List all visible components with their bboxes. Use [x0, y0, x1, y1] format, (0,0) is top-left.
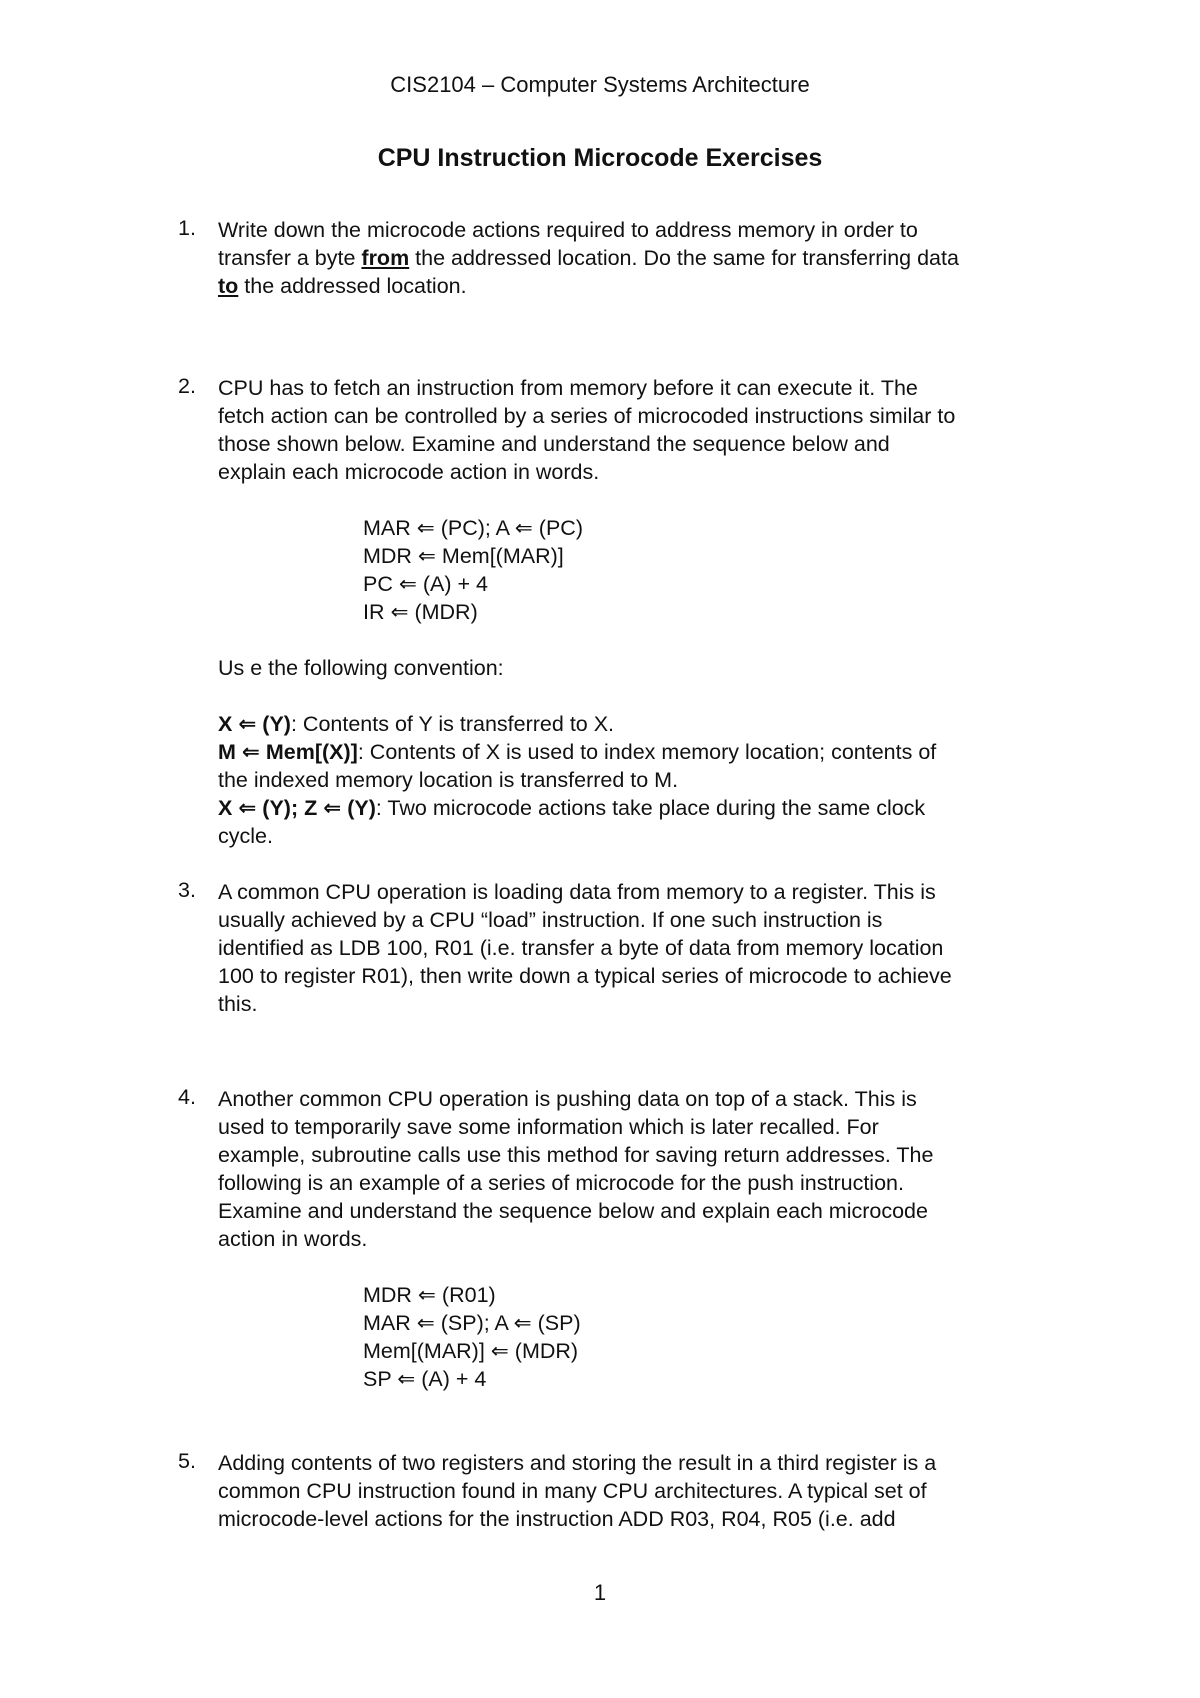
text-line: cycle. — [218, 824, 273, 848]
question-number: 5. — [178, 1449, 196, 1473]
convention-notation: M ⇐ Mem[(X)] — [218, 740, 358, 764]
text-line: used to temporarily save some information which is later recalled. For — [218, 1115, 879, 1139]
page-title: CPU Instruction Microcode Exercises — [377, 144, 823, 172]
text-run: the addressed location. — [238, 274, 467, 298]
convention-text: : Contents of Y is transferred to X. — [290, 712, 615, 736]
convention-intro: Us e the following convention: — [218, 656, 504, 680]
question-body — [218, 374, 1078, 850]
convention-item — [218, 710, 1078, 738]
text-run: the addressed location. Do the same for transferring data — [409, 246, 959, 270]
microcode-line: MDR ⇐ Mem[(MAR)] — [363, 544, 564, 568]
convention-text: : Contents of X is used to index memory location; contents of — [357, 740, 937, 764]
text-line: the indexed memory location is transferred to M. — [218, 768, 679, 792]
page-number: 1 — [593, 1580, 607, 1605]
text-line: CPU has to fetch an instruction from memory before it can execute it. The — [218, 376, 918, 400]
text-line: fetch action can be controlled by a series of microcoded instructions similar to — [218, 404, 956, 428]
convention-notation: X ⇐ (Y) — [218, 712, 291, 736]
emphasis-to: to — [218, 274, 239, 298]
convention-item — [218, 794, 1078, 822]
convention-text: : Two microcode actions take place during the same clock — [375, 796, 926, 820]
question-number: 1. — [178, 216, 196, 240]
text-line: identified as LDB 100, R01 (i.e. transfer a byte of data from memory location — [218, 936, 944, 960]
question-body — [218, 878, 1078, 1018]
text-line: this. — [218, 992, 258, 1016]
microcode-line: MAR ⇐ (PC); A ⇐ (PC) — [363, 516, 583, 540]
emphasis-from: from — [361, 246, 410, 270]
microcode-line: MAR ⇐ (SP); A ⇐ (SP) — [363, 1311, 581, 1335]
question-number: 4. — [178, 1085, 196, 1109]
text-line: action in words. — [218, 1227, 368, 1251]
course-header: CIS2104 – Computer Systems Architecture — [390, 72, 810, 97]
microcode-line: PC ⇐ (A) + 4 — [363, 572, 488, 596]
question-number: 3. — [178, 878, 196, 902]
text-line: those shown below. Examine and understand the sequence below and — [218, 432, 890, 456]
text-line: Write down the microcode actions required to address memory in order to — [218, 218, 918, 242]
microcode-line: MDR ⇐ (R01) — [363, 1283, 496, 1307]
text-run: transfer a byte — [218, 246, 362, 270]
question-body — [218, 1085, 1078, 1393]
microcode-line: SP ⇐ (A) + 4 — [363, 1367, 487, 1391]
question-body — [218, 1449, 1078, 1533]
microcode-line: Mem[(MAR)] ⇐ (MDR) — [363, 1339, 579, 1363]
text-line — [218, 244, 1078, 272]
text-line: 100 to register R01), then write down a typical series of microcode to achieve — [218, 964, 952, 988]
text-line: Another common CPU operation is pushing data on top of a stack. This is — [218, 1087, 917, 1111]
text-line: following is an example of a series of microcode for the push instruction. — [218, 1171, 904, 1195]
text-line: Examine and understand the sequence below and explain each microcode — [218, 1199, 928, 1223]
question-number: 2. — [178, 374, 196, 398]
convention-item — [218, 738, 1078, 766]
convention-notation: X ⇐ (Y); Z ⇐ (Y) — [218, 796, 376, 820]
microcode-line: IR ⇐ (MDR) — [363, 600, 478, 624]
text-line: common CPU instruction found in many CPU architectures. A typical set of — [218, 1479, 927, 1503]
text-line: example, subroutine calls use this method for saving return addresses. The — [218, 1143, 934, 1167]
text-line: usually achieved by a CPU “load” instruction. If one such instruction is — [218, 908, 883, 932]
text-line: A common CPU operation is loading data from memory to a register. This is — [218, 880, 936, 904]
text-line: microcode-level actions for the instruction ADD R03, R04, R05 (i.e. add — [218, 1507, 896, 1531]
text-line — [218, 272, 1078, 300]
text-line: Adding contents of two registers and storing the result in a third register is a — [218, 1451, 937, 1475]
question-body — [218, 216, 1078, 300]
text-line: explain each microcode action in words. — [218, 460, 600, 484]
